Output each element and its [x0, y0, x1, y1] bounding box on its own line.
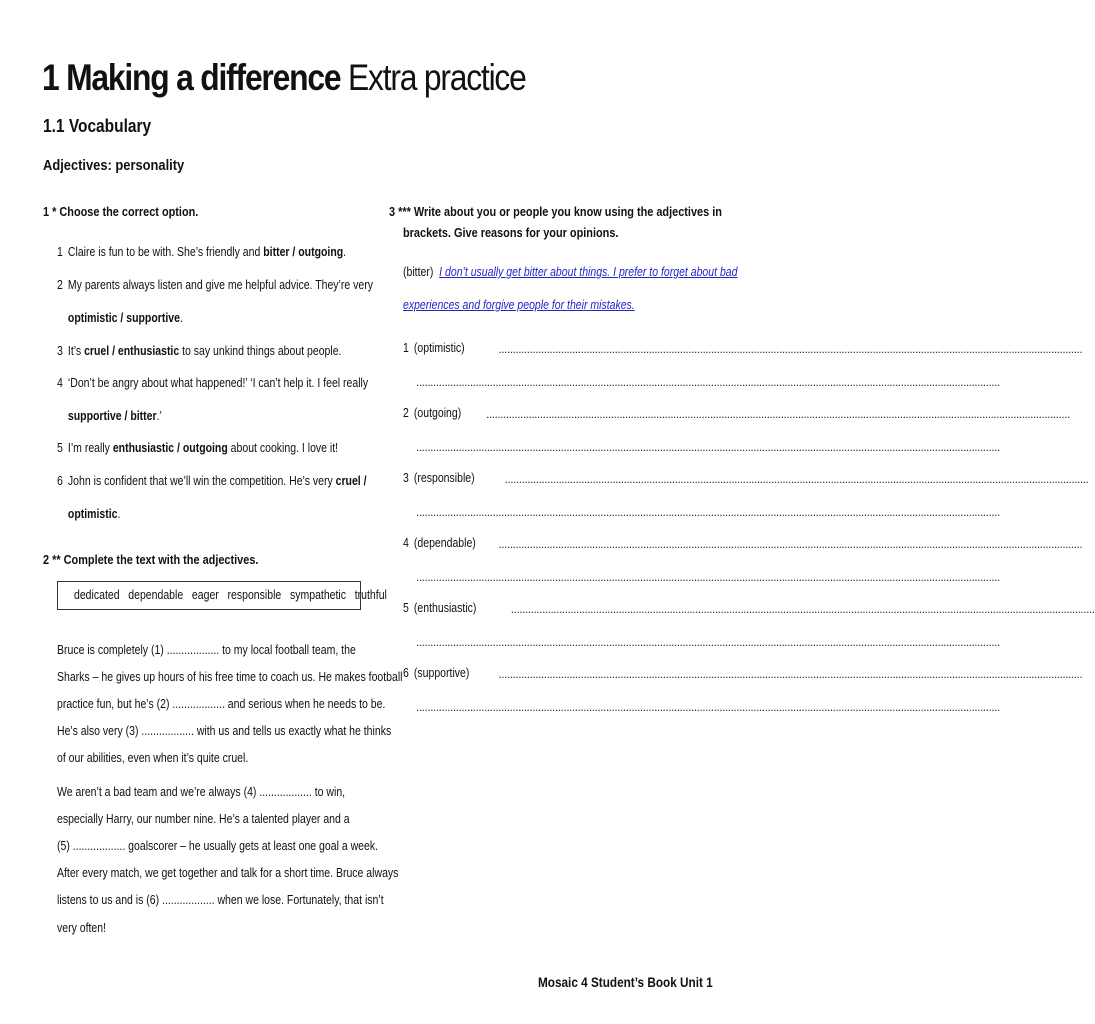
- item-number: 1: [403, 341, 409, 355]
- ex2-line: We aren’t a bad team and we’re always (4) .................. to win,: [57, 785, 346, 799]
- ex3-example-answer-1: I don’t usually get bitter about things. I prefer to forget about bad: [439, 265, 738, 279]
- ex3-example-label: (bitter): [403, 265, 434, 279]
- answer-line[interactable]: ..............................................................................................................................................................................................................: [504, 472, 1089, 486]
- ex1-item: [57, 310, 183, 326]
- item-adjective: (optimistic): [413, 341, 465, 355]
- answer-line[interactable]: ..............................................................................................................................................................................................................: [416, 440, 1000, 454]
- footer: Mosaic 4 Student’s Book Unit 1: [538, 974, 713, 990]
- ex2-line: practice fun, but he’s (2) .................. and serious when he needs to be.: [57, 697, 386, 711]
- ex2-line: After every match, we get together and talk for a short time. Bruce always: [57, 866, 399, 880]
- ex3-item: [403, 470, 475, 486]
- ex2-line: (5) .................. goalscorer – he usually gets at least one goal a week.: [57, 839, 379, 853]
- item-adjective: (responsible): [413, 471, 475, 485]
- ex2-line: especially Harry, our number nine. He’s a talented player and a: [57, 812, 350, 826]
- item-number: 2: [403, 406, 409, 420]
- ex3-example: [403, 264, 737, 280]
- item-options: cruel / enthusiastic: [84, 344, 180, 358]
- ex1-item: [57, 440, 338, 456]
- subsection-heading: Adjectives: personality: [43, 157, 185, 174]
- item-number: 2: [57, 278, 63, 292]
- page-title: [42, 56, 526, 100]
- ex3-example-answer-2: experiences and forgive people for their mistakes.: [403, 298, 635, 312]
- ex3-item: [403, 665, 469, 681]
- answer-line[interactable]: ..............................................................................................................................................................................................................: [416, 375, 1000, 389]
- item-text-end: to say unkind things about people.: [179, 344, 342, 358]
- item-text: My parents always listen and give me helpful advice. They’re very: [67, 278, 373, 292]
- ex2-line: of our abilities, even when it’s quite cruel.: [57, 751, 249, 765]
- item-text-end: .: [179, 311, 183, 325]
- item-options: optimistic: [67, 507, 118, 521]
- item-number: 5: [57, 441, 63, 455]
- item-options: cruel /: [335, 474, 367, 488]
- item-adjective: (dependable): [413, 536, 476, 550]
- item-text-end: about cooking. I love it!: [227, 441, 339, 455]
- item-adjective: (supportive): [413, 666, 470, 680]
- ex2-line: listens to us and is (6) .................. when we lose. Fortunately, that isn’t: [57, 893, 384, 907]
- ex3-heading-2: brackets. Give reasons for your opinions.: [403, 225, 619, 240]
- answer-line[interactable]: ..............................................................................................................................................................................................................: [510, 602, 1095, 616]
- answer-line[interactable]: ..............................................................................................................................................................................................................: [498, 342, 1083, 356]
- item-text: Claire is fun to be with. She’s friendly and: [67, 245, 264, 259]
- item-adjective: (enthusiastic): [413, 601, 477, 615]
- item-number: 6: [57, 474, 63, 488]
- ex3-item: [403, 405, 461, 421]
- word-box: [57, 581, 387, 610]
- item-number: 3: [403, 471, 409, 485]
- ex2-line: Sharks – he gives up hours of his free time to coach us. He makes football: [57, 670, 403, 684]
- item-options: bitter / outgoing: [263, 245, 344, 259]
- item-options: supportive / bitter: [67, 409, 157, 423]
- item-text: I’m really: [67, 441, 113, 455]
- ex1-item: [57, 343, 341, 359]
- item-adjective: (outgoing): [413, 406, 462, 420]
- ex2-line: He’s also very (3) .................. with us and tells us exactly what he thinks: [57, 724, 392, 738]
- ex1-item: [57, 408, 162, 424]
- answer-line[interactable]: ..............................................................................................................................................................................................................: [416, 635, 1000, 649]
- item-number: 5: [403, 601, 409, 615]
- answer-line[interactable]: ..............................................................................................................................................................................................................: [416, 700, 1000, 714]
- item-number: 1: [57, 245, 63, 259]
- answer-line[interactable]: ..............................................................................................................................................................................................................: [498, 667, 1083, 681]
- ex1-item: [57, 244, 346, 260]
- item-number: 3: [57, 344, 63, 358]
- answer-line[interactable]: ..............................................................................................................................................................................................................: [486, 407, 1070, 421]
- section-heading: 1.1 Vocabulary: [43, 116, 152, 136]
- item-text: John is confident that we’ll win the competition. He’s very: [67, 474, 336, 488]
- item-text-end: .: [343, 245, 347, 259]
- item-number: 6: [403, 666, 409, 680]
- ex1-item: [57, 375, 368, 391]
- ex3-item: [403, 535, 476, 551]
- ex1-item: [57, 506, 120, 522]
- item-text-end: .: [117, 507, 121, 521]
- ex3-example-cont: [403, 297, 635, 313]
- item-options: optimistic / supportive: [67, 311, 180, 325]
- ex1-heading: 1 * Choose the correct option.: [43, 204, 199, 219]
- item-text: It’s: [67, 344, 85, 358]
- item-number: 4: [403, 536, 409, 550]
- ex3-heading-1: 3 *** Write about you or people you know using the adjectives in: [389, 204, 722, 219]
- title-normal: Extra practice: [340, 57, 526, 98]
- item-options: enthusiastic / outgoing: [112, 441, 228, 455]
- item-text: ‘Don’t be angry about what happened!’ ‘I can’t help it. I feel really: [67, 376, 369, 390]
- ex2-heading: 2 ** Complete the text with the adjectives.: [43, 552, 259, 567]
- ex2-line: very often!: [57, 921, 107, 935]
- ex1-item: [57, 277, 373, 293]
- ex3-item: [403, 600, 476, 616]
- answer-line[interactable]: ..............................................................................................................................................................................................................: [498, 537, 1083, 551]
- ex1-item: [57, 473, 367, 489]
- answer-line[interactable]: ..............................................................................................................................................................................................................: [416, 505, 1000, 519]
- ex2-line: Bruce is completely (1) .................. to my local football team, the: [57, 643, 356, 657]
- item-number: 4: [57, 376, 63, 390]
- ex3-item: [403, 340, 465, 356]
- word-box-words: dedicated dependable eager responsible sympathetic truthful: [74, 588, 387, 602]
- title-bold: 1 Making a difference: [42, 57, 341, 98]
- answer-line[interactable]: ..............................................................................................................................................................................................................: [416, 570, 1000, 584]
- item-text-end: .’: [156, 409, 162, 423]
